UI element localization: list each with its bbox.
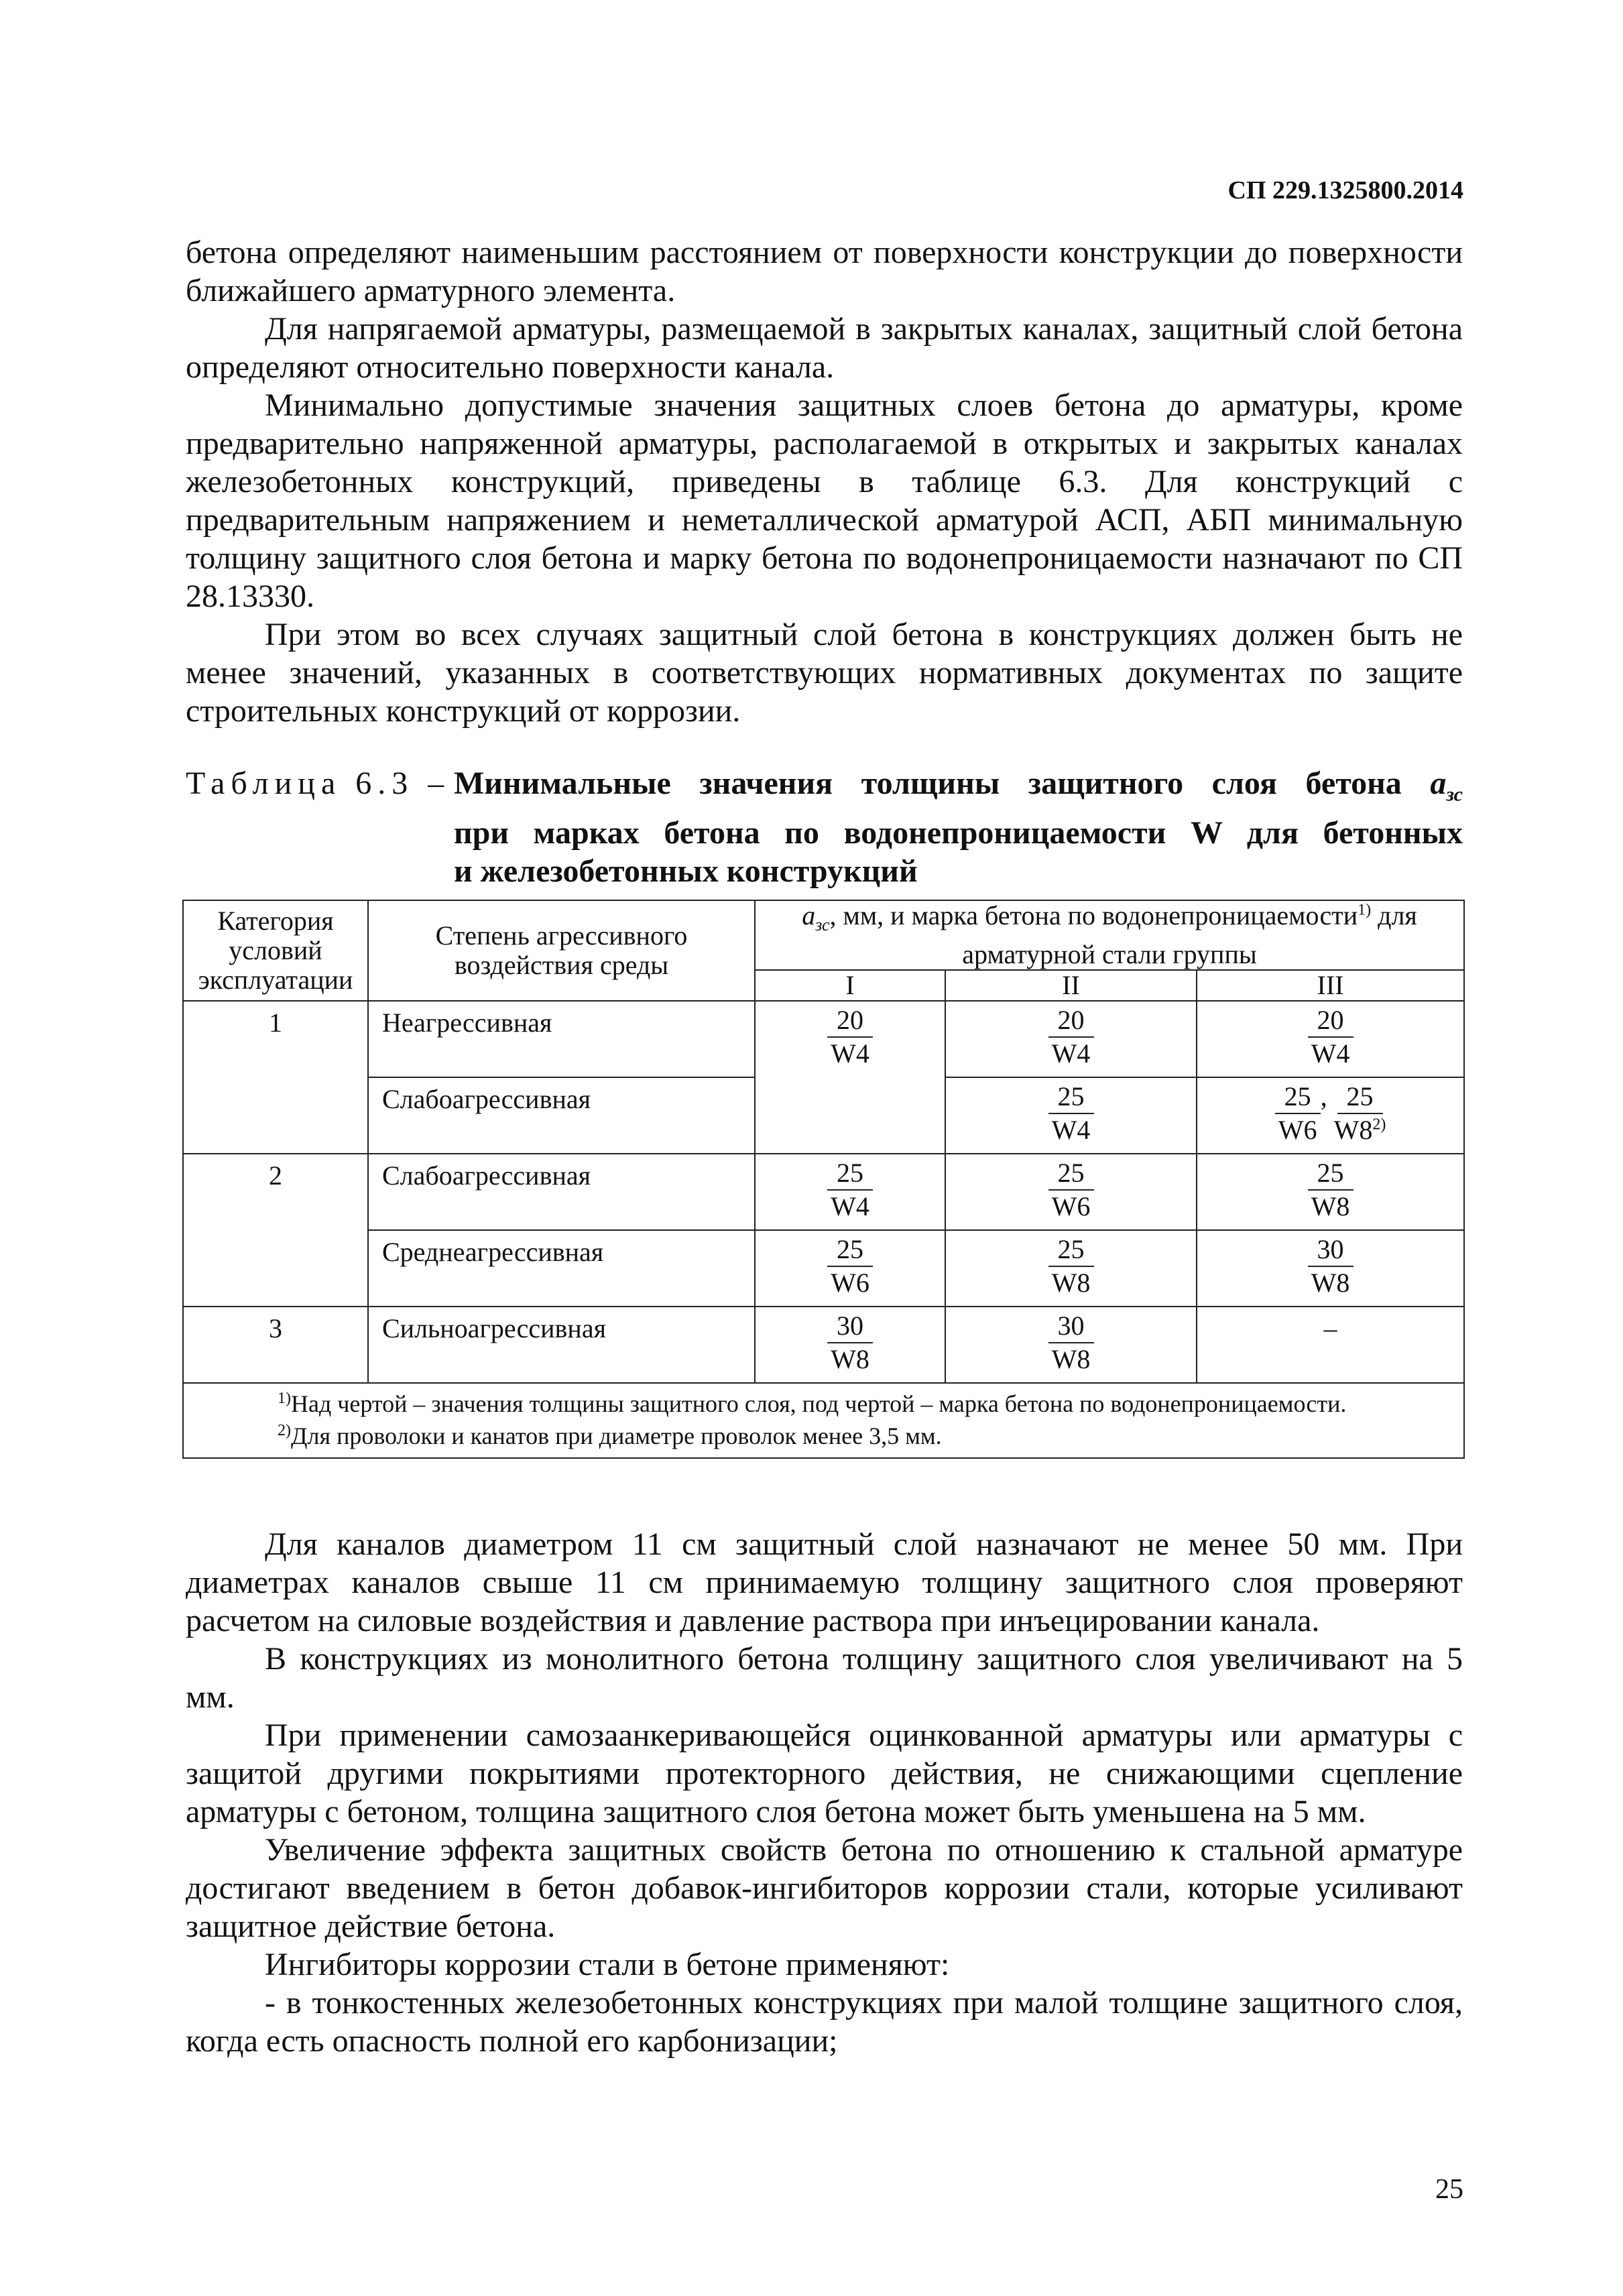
paragraph: бетона определяют наименьшим расстоянием от поверхности конструкции до поверхности ближайшего арматурного элемента. <box>186 235 1463 308</box>
footnote-cell: $^{1)}$Над чертой – значения толщины защитного слоя, под чертой – марка бетона по водонепроницаемости. $^{2)}$Для проволоки и канатов при диаметре проволок менее 3,5 мм. <box>183 1383 1464 1458</box>
table-caption-line: и железобетонных конструкций <box>454 853 918 889</box>
table-row <box>183 1230 1464 1307</box>
concrete-cover-subscript: зс <box>1446 783 1463 806</box>
value-cell: $\frac{25}{W6}$ <box>755 1230 945 1307</box>
paragraph: Для каналов диаметром 11 см защитный слой назначают не менее 50 мм. При диаметрах каналов свыше 11 см принимаемую толщину защитного слоя проверяют расчетом на силовые воздействия и давление раствора при инъецировании канала. <box>186 1526 1463 1638</box>
value-cell: $\frac{20}{W4}$ <box>755 1001 945 1154</box>
value-cell: $\frac{20}{W4}$ <box>945 1001 1197 1077</box>
header-cover-group: $a_{зс}$, мм, и марка бетона по водонепроницаемости$^{1)}$ для арматурной стали группы <box>755 900 1464 970</box>
value-cell: $\frac{25}{W8}$ <box>1197 1154 1464 1230</box>
value-cell: $\frac{25}{W8}$ <box>945 1230 1197 1307</box>
value-cell: $\frac{25}{W6}$ <box>945 1154 1197 1230</box>
value-cell: $\frac{25}{W4}$ <box>755 1154 945 1230</box>
environment-cell: Слабоагрессивная <box>368 1154 755 1230</box>
paragraph: При применении самозаанкеривающейся оцинкованной арматуры или арматуры с защитой другими покрытиями протекторного действия, не снижающими сцепление арматуры с бетоном, толщина защитного слоя бетона может быть уменьшена на 5 мм. <box>186 1717 1463 1829</box>
paragraph: В конструкциях из монолитного бетона толщину защитного слоя увеличивают на 5 мм. <box>186 1641 1463 1715</box>
category-cell: 2 <box>183 1154 368 1307</box>
category-cell: 3 <box>183 1307 368 1383</box>
document-code-header: СП 229.1325800.2014 <box>1227 176 1463 204</box>
value-cell: $\frac{30}{W8}$ <box>945 1307 1197 1383</box>
table-row <box>183 1154 1464 1230</box>
value-cell: $\frac{20}{W4}$ <box>1197 1001 1464 1077</box>
value-cell: $\frac{25}{W6}$ , $\frac{25}{W8^{2)}}$ <box>1197 1077 1464 1154</box>
value-cell: $\frac{25}{W4}$ <box>945 1077 1197 1154</box>
table-caption-label: Таблица 6.3 – <box>186 766 450 801</box>
header-environment: Степень агрессивного воздействия среды <box>368 900 755 1001</box>
concrete-cover-table <box>182 900 1465 1459</box>
table-caption-line: Минимальные значения толщины защитного слоя бетона <box>454 766 1402 801</box>
paragraph: Для напрягаемой арматуры, размещаемой в закрытых каналах, защитный слой бетона определяют относительно поверхности канала. <box>186 311 1463 385</box>
header-group-3: III <box>1197 970 1464 1001</box>
table-row <box>183 1001 1464 1077</box>
footnote-2: Для проволоки и канатов при диаметре проволок менее 3,5 мм. <box>291 1423 942 1449</box>
table-row <box>183 1307 1464 1383</box>
environment-cell: Слабоагрессивная <box>368 1077 755 1154</box>
table-caption-line: при марках бетона по водонепроницаемости W для бетонных <box>454 814 1463 851</box>
page-number: 25 <box>1435 2174 1463 2205</box>
footnote-1: Над чертой – значения толщины защитного слоя, под чертой – марка бетона по водонепроницаемости. <box>291 1390 1347 1417</box>
paragraph: Ингибиторы коррозии стали в бетоне применяют: <box>265 1947 950 1982</box>
header-group-1: I <box>755 970 945 1001</box>
header-category: Категория условий эксплуатации <box>183 900 368 1001</box>
paragraph: - в тонкостенных железобетонных конструкциях при малой толщине защитного слоя, когда есть опасность полной его карбонизации; <box>186 1985 1463 2059</box>
value-cell: – <box>1197 1307 1464 1383</box>
paragraph: При этом во всех случаях защитный слой бетона в конструкциях должен быть не менее значений, указанных в соответствующих нормативных документах по защите строительных конструкций от коррозии. <box>186 617 1463 729</box>
environment-cell: Среднеагрессивная <box>368 1230 755 1307</box>
value-cell: $\frac{30}{W8}$ <box>1197 1230 1464 1307</box>
value-cell: $\frac{30}{W8}$ <box>755 1307 945 1383</box>
header-group-2: II <box>945 970 1197 1001</box>
paragraph: Увеличение эффекта защитных свойств бетона по отношению к стальной арматуре достигают введением в бетон добавок-ингибиторов коррозии стали, которые усиливают защитное действие бетона. <box>186 1832 1463 1944</box>
concrete-cover-symbol: a <box>1430 766 1447 801</box>
paragraph: Минимально допустимые значения защитных слоев бетона до арматуры, кроме предварительно напряженной арматуры, располагаемой в открытых и закрытых каналах железобетонных конструкций, приведены в таблице 6.3. Для конструкций с предварительным напряжением и неметаллической арматурой АСП, АБП минимальную толщину защитного слоя бетона и марку бетона по водонепроницаемости назначают по СП 28.13330. <box>186 387 1463 614</box>
table-footnotes <box>183 1383 1464 1458</box>
environment-cell: Неагрессивная <box>368 1001 755 1077</box>
category-cell: 1 <box>183 1001 368 1154</box>
environment-cell: Сильноагрессивная <box>368 1307 755 1383</box>
